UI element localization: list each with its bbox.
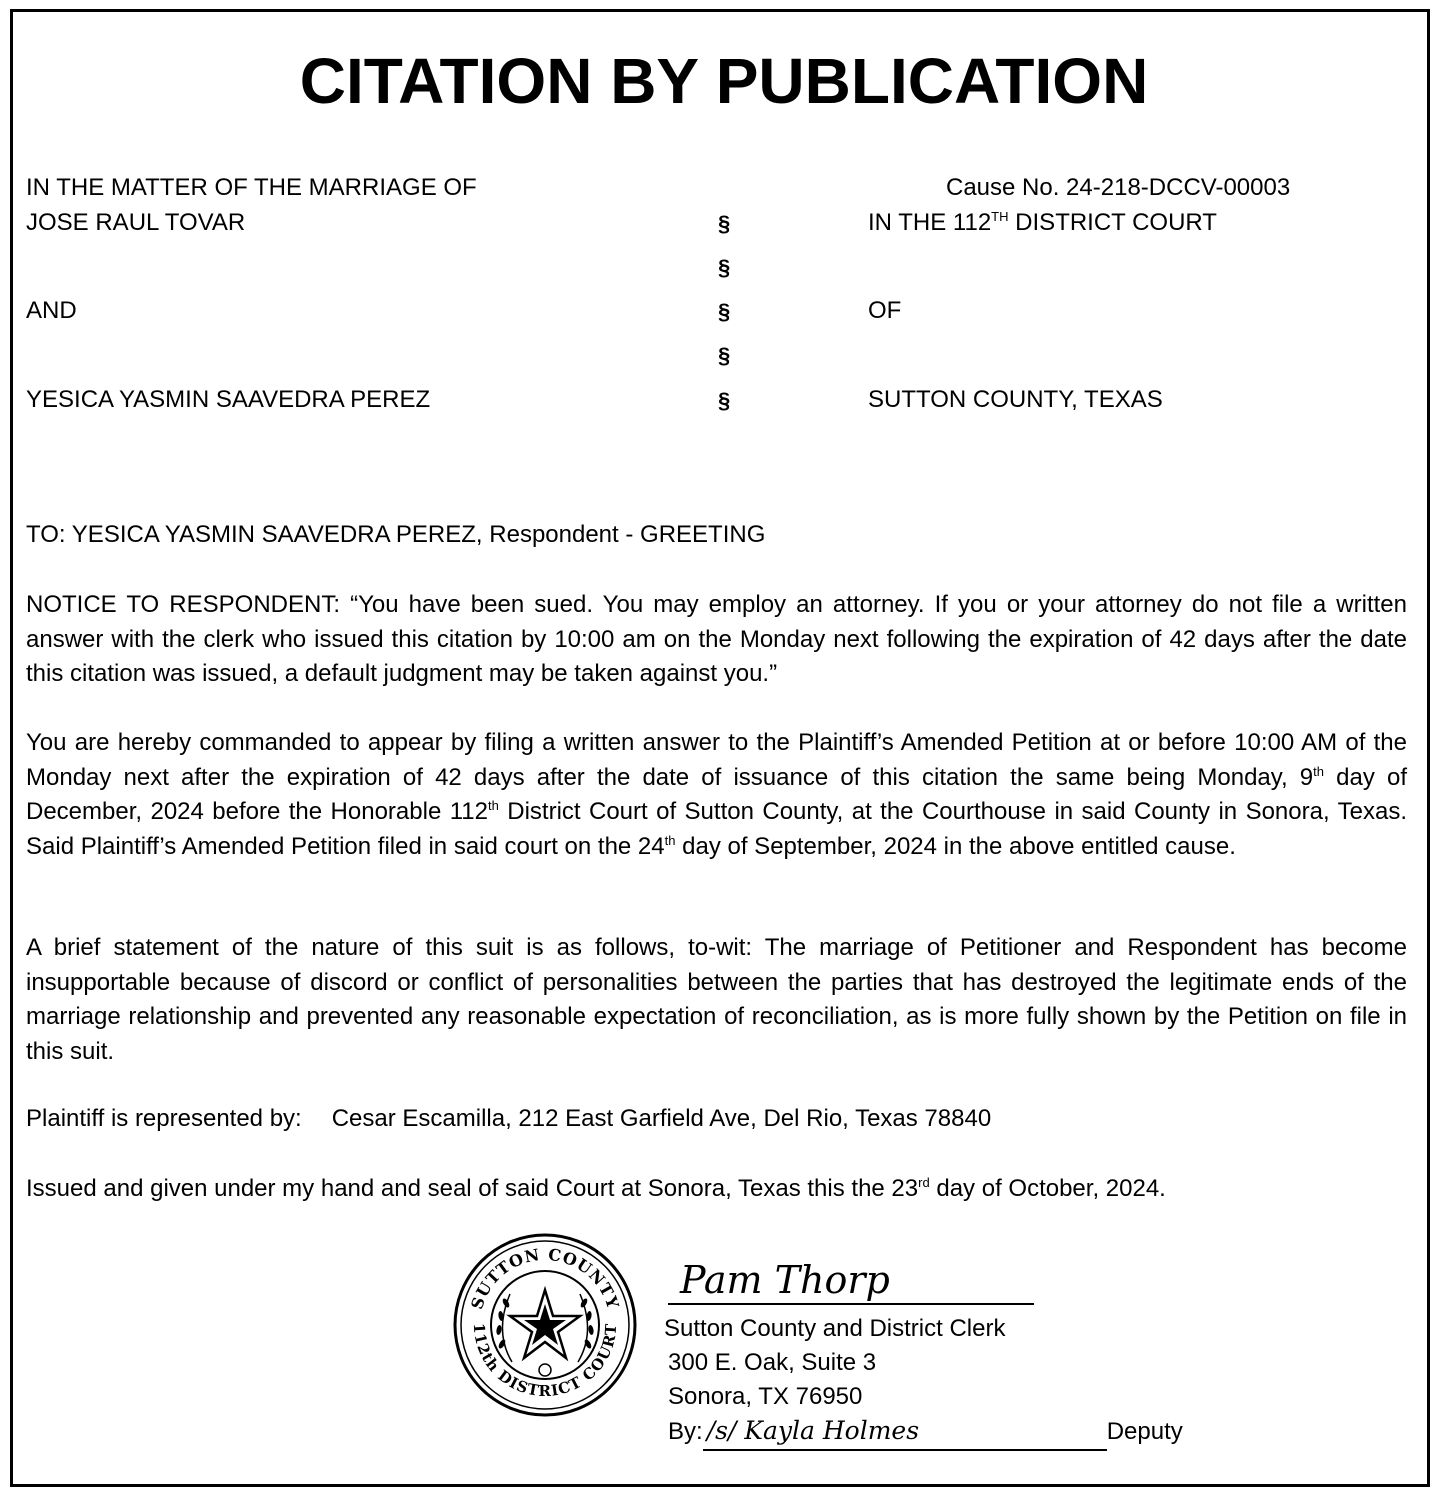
notice-paragraph: NOTICE TO RESPONDENT: “You have been sued. You may employ an attorney. If you or your attorney do not file a written answer with the clerk who issued this citation by 10:00 am on the Monday next following the expiration of 42 days after the date this citation was issued, a default judgment may be taken against you.” xyxy=(26,591,1407,687)
matter-of-heading: IN THE MATTER OF THE MARRIAGE OF xyxy=(26,174,477,201)
court-seal-icon xyxy=(452,1232,638,1418)
clerk-address-line2: Sonora, TX 76950 xyxy=(668,1383,863,1410)
deputy-signature: /s/ Kayla Holmes xyxy=(706,1416,920,1445)
section-mark: § xyxy=(718,255,731,280)
section-mark: § xyxy=(718,299,731,324)
command-paragraph: You are hereby commanded to appear by filing a written answer to the Plaintiff’s Amended Petition at or before 10:00 AM of the Monday next after the expiration of 42 days after the date of issuance of this citation the same being Monday, 9th day of December, 2024 before the Honorable 112th District Court of Sutton County, at the Courthouse in said County in Sonora, Texas. Said Plaintiff’s Amended Petition filed in said court on the 24th day of September, 2024 in the above entitled cause. xyxy=(26,729,1408,860)
seal-top-text: SUTTON COUNTY xyxy=(467,1244,623,1312)
clerk-signature: Pam Thorp xyxy=(680,1258,890,1302)
issued-line: Issued and given under my hand and seal of said Court at Sonora, Texas this the 23rd day of October, 2024. xyxy=(26,1175,1166,1202)
deputy-line xyxy=(668,1414,1183,1451)
and-label: AND xyxy=(26,297,77,324)
deputy-label: Deputy xyxy=(1106,1418,1183,1445)
representation-line xyxy=(26,1102,991,1136)
by-label: By: xyxy=(668,1418,703,1445)
section-mark: § xyxy=(718,388,731,413)
greeting: TO: YESICA YASMIN SAAVEDRA PEREZ, Respondent - GREETING xyxy=(26,521,766,548)
county-name: SUTTON COUNTY, TEXAS xyxy=(868,386,1163,413)
seal-bottom-text: 112th DISTRICT COURT xyxy=(469,1322,621,1401)
document-title: CITATION BY PUBLICATION xyxy=(299,45,1149,117)
represented-label: Plaintiff is represented by: xyxy=(26,1105,302,1132)
court-name: IN THE 112TH DISTRICT COURT xyxy=(868,209,1217,236)
section-mark: § xyxy=(718,343,731,368)
signature-line xyxy=(668,1303,1034,1305)
respondent-name: YESICA YASMIN SAAVEDRA PEREZ xyxy=(26,386,431,413)
of-label: OF xyxy=(868,297,902,324)
section-mark: § xyxy=(718,211,731,236)
clerk-address-line1: 300 E. Oak, Suite 3 xyxy=(668,1349,877,1376)
cause-number: Cause No. 24-218-DCCV-00003 xyxy=(946,174,1291,201)
petitioner-name: JOSE RAUL TOVAR xyxy=(26,209,246,236)
suit-statement-paragraph: A brief statement of the nature of this suit is as follows, to-wit: The marriage of Petitioner and Respondent has become insupportable because of discord or conflict of personalities between the parties that has destroyed the legitimate ends of the marriage relationship and prevented any reasonable expectation of reconciliation, as is more fully shown by the Petition on file in this suit. xyxy=(26,934,1407,1065)
clerk-title: Sutton County and District Clerk xyxy=(664,1315,1006,1342)
attorney-info: Cesar Escamilla, 212 East Garfield Ave, Del Rio, Texas 78840 xyxy=(331,1105,992,1132)
